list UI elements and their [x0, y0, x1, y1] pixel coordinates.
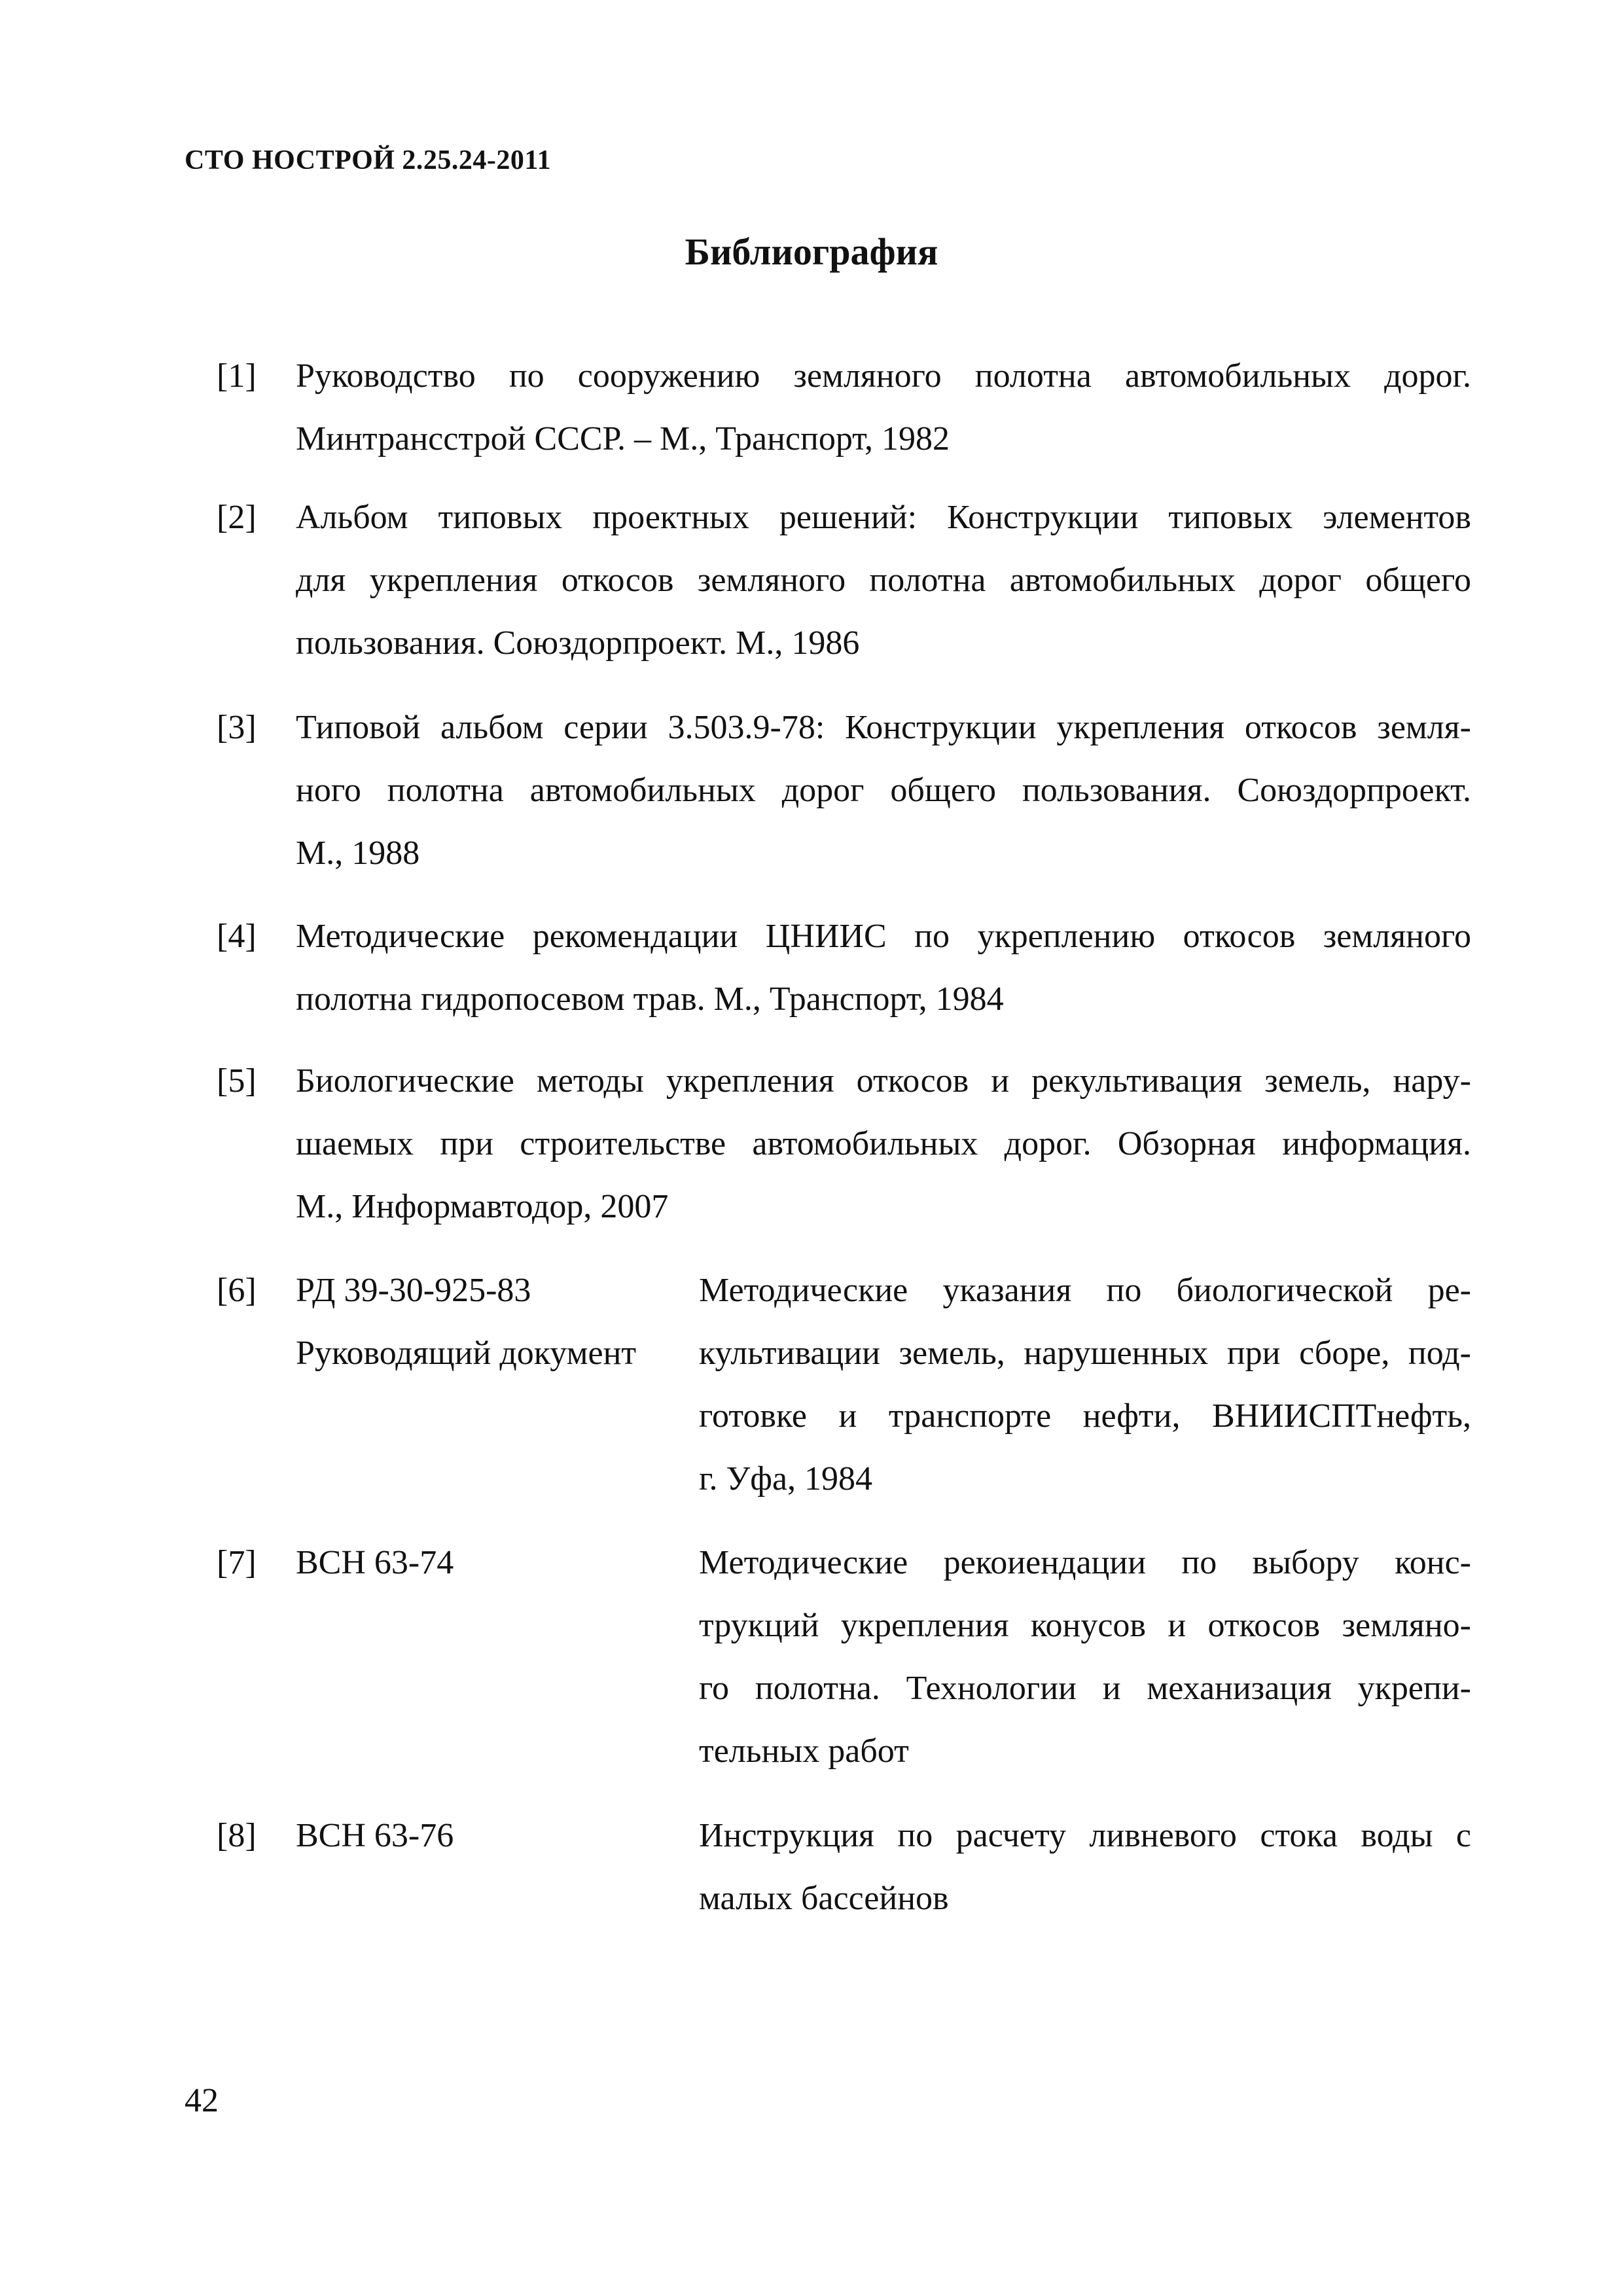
entry-line: готовке и транспорте нефти, ВНИИСПТнефть, [699, 1397, 1471, 1435]
entry-line: тельных работ [699, 1732, 909, 1770]
entry-line: Биологические методы укрепления откосов и рекультивация земель, нару- [296, 1062, 1471, 1100]
entry-line: Минтрансстрой СССР. – М., Транспорт, 1982 [296, 420, 950, 457]
bibliography-entry-7 [217, 1532, 1471, 1783]
entry-description [699, 1259, 1471, 1511]
page-title: Библиография [685, 230, 938, 273]
entry-code-line: РД 39-30-925-83 [296, 1272, 531, 1309]
entry-number: [8] [217, 1817, 257, 1854]
entry-number: [2] [217, 499, 257, 536]
entry-number: [1] [217, 357, 257, 395]
entry-line: трукций укрепления конусов и откосов земляно- [699, 1607, 1471, 1644]
entry-text [296, 696, 1471, 885]
bibliography-entry-6 [217, 1259, 1471, 1511]
entry-line: Методические рекомендации ЦНИИС по укреплению откосов земляного [296, 918, 1471, 955]
entry-number: [7] [217, 1544, 257, 1581]
entry-text [296, 1050, 1471, 1238]
entry-line: пользования. Союздорпроект. М., 1986 [296, 624, 860, 662]
entry-line: г. Уфа, 1984 [699, 1460, 873, 1498]
entry-line: для укрепления откосов земляного полотна автомобильных дорог общего [296, 562, 1471, 599]
entry-line: шаемых при строительстве автомобильных дорог. Обзорная информация. [296, 1125, 1471, 1162]
entry-text [296, 905, 1471, 1031]
entry-number: [5] [217, 1062, 257, 1100]
document-code-header: СТО НОСТРОЙ 2.25.24-2011 [185, 145, 552, 175]
bibliography-entry-3 [217, 696, 1471, 885]
entry-code-line: ВСН 63-74 [296, 1544, 454, 1581]
entry-line: культивации земель, нарушенных при сборе, под- [699, 1335, 1471, 1372]
entry-number: [3] [217, 709, 257, 746]
entry-line: ного полотна автомобильных дорог общего пользования. Союздорпроект. [296, 772, 1471, 809]
bibliography-entry-1 [217, 345, 1471, 471]
entry-line: Типовой альбом серии 3.503.9-78: Конструкции укрепления откосов земля- [296, 709, 1471, 746]
bibliography-entry-8 [217, 1804, 1471, 1930]
entry-description [699, 1532, 1471, 1783]
entry-text [296, 345, 1471, 471]
entry-number: [6] [217, 1272, 257, 1309]
entry-text [296, 486, 1471, 675]
entry-line: М., 1988 [296, 834, 420, 872]
entry-description [699, 1804, 1471, 1930]
entry-line: го полотна. Технологии и механизация укрепи- [699, 1670, 1471, 1707]
entry-document-code [296, 1804, 688, 1867]
entry-code-line: Руководящий документ [296, 1335, 637, 1372]
entry-document-code [296, 1532, 688, 1594]
page-number: 42 [185, 2082, 219, 2119]
bibliography-entry-4 [217, 905, 1471, 1031]
entry-line: Руководство по сооружению земляного полотна автомобильных дорог. [296, 357, 1471, 395]
entry-line: Методические рекоиендации по выбору конс- [699, 1544, 1471, 1581]
entry-line: полотна гидропосевом трав. М., Транспорт, 1984 [296, 980, 1004, 1018]
entry-code-line: ВСН 63-76 [296, 1817, 454, 1854]
bibliography-entry-5 [217, 1050, 1471, 1238]
entry-line: Альбом типовых проектных решений: Конструкции типовых элементов [296, 499, 1471, 536]
entry-line: М., Информавтодор, 2007 [296, 1188, 669, 1225]
entry-line: Методические указания по биологической ре- [699, 1272, 1471, 1309]
entry-line: Инструкция по расчету ливневого стока воды с [699, 1817, 1471, 1854]
entry-document-code [296, 1259, 688, 1385]
bibliography-entry-2 [217, 486, 1471, 675]
entry-line: малых бассейнов [699, 1880, 949, 1917]
entry-number: [4] [217, 918, 257, 955]
